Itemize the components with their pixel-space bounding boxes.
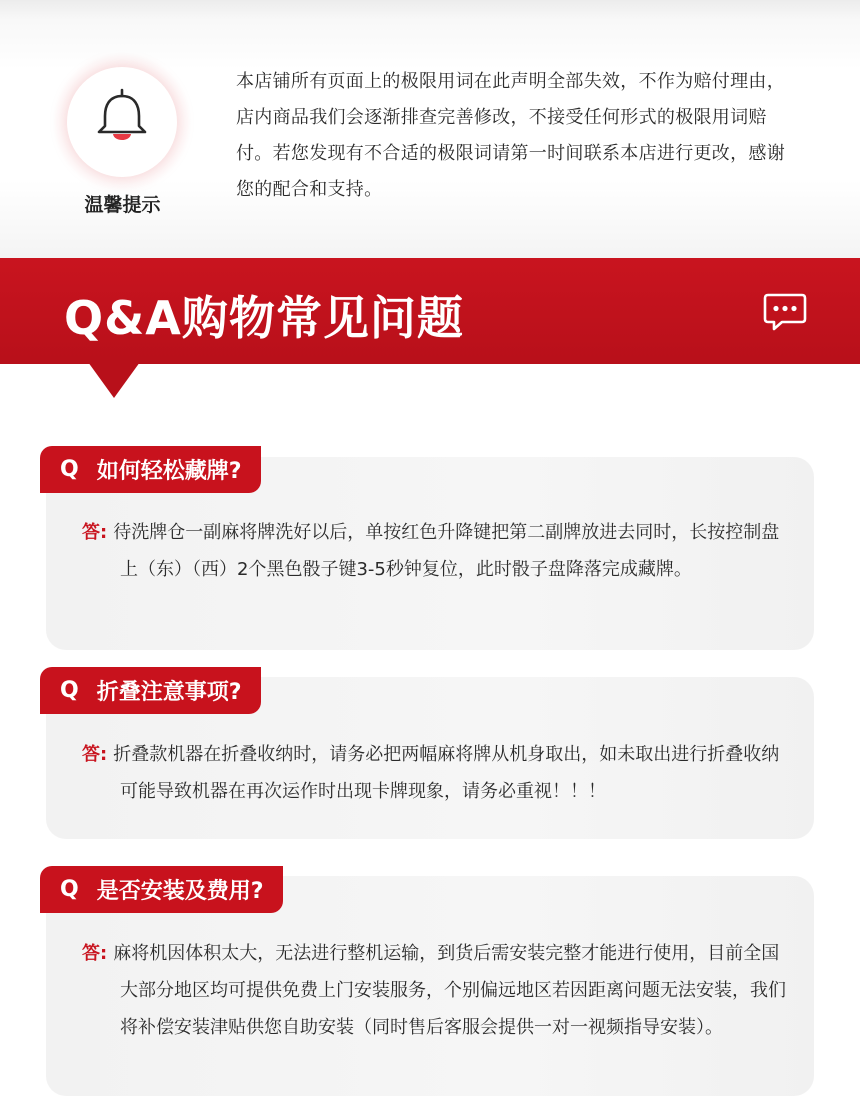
- answer-text: 折叠款机器在折叠收纳时，请务必把两幅麻将牌从机身取出，如未取出进行折叠收纳可能导致机器在再次运作时出现卡牌现象，请务必重视！！！: [113, 744, 780, 802]
- answer-text: 待洗牌仓一副麻将牌洗好以后，单按红色升降键把第二副牌放进去同时，长按控制盘上（东）（西）2个黑色骰子键3-5秒钟复位，此时骰子盘降落完成藏牌。: [113, 522, 780, 580]
- bell-icon: [95, 88, 149, 148]
- answer-text: 麻将机因体积太大，无法进行整机运输，到货后需安装完整才能进行使用，目前全国大部分地区均可提供免费上门安装服务，个别偏远地区若因距离问题无法安装，我们将补偿安装津贴供您自助安装（同时售后客服会提供一对一视频指导安装）。: [113, 943, 786, 1038]
- question-tag-3: [40, 866, 283, 913]
- answer-label: 答:: [82, 943, 108, 964]
- answer-3: [82, 935, 792, 1046]
- q-letter: Q: [60, 457, 79, 482]
- question-text: 是否安装及费用?: [96, 879, 264, 904]
- question-text: 如何轻松藏牌?: [96, 459, 242, 484]
- notice-title: 温馨提示: [84, 194, 161, 216]
- notice-text: 本店铺所有页面上的极限用词在此声明全部失效，不作为赔付理由，店内商品我们会逐渐排查完善修改，不接受任何形式的极限用词赔付。若您发现有不合适的极限词请第一时间联系本店进行更改，感谢您的配合和支持。: [236, 71, 785, 200]
- answer-label: 答:: [82, 744, 108, 765]
- banner-pointer: [88, 362, 140, 398]
- answer-label: 答:: [82, 522, 108, 543]
- question-tag-2: [40, 667, 261, 714]
- q-letter: Q: [60, 877, 79, 902]
- answer-1: [82, 514, 792, 588]
- chat-bubble-icon: [762, 292, 808, 332]
- banner-title: Q&A购物常见问题: [64, 291, 464, 345]
- answer-2: [82, 736, 792, 810]
- question-tag-1: [40, 446, 261, 493]
- notice-section: [0, 0, 860, 258]
- q-letter: Q: [60, 678, 79, 703]
- question-text: 折叠注意事项?: [96, 680, 242, 705]
